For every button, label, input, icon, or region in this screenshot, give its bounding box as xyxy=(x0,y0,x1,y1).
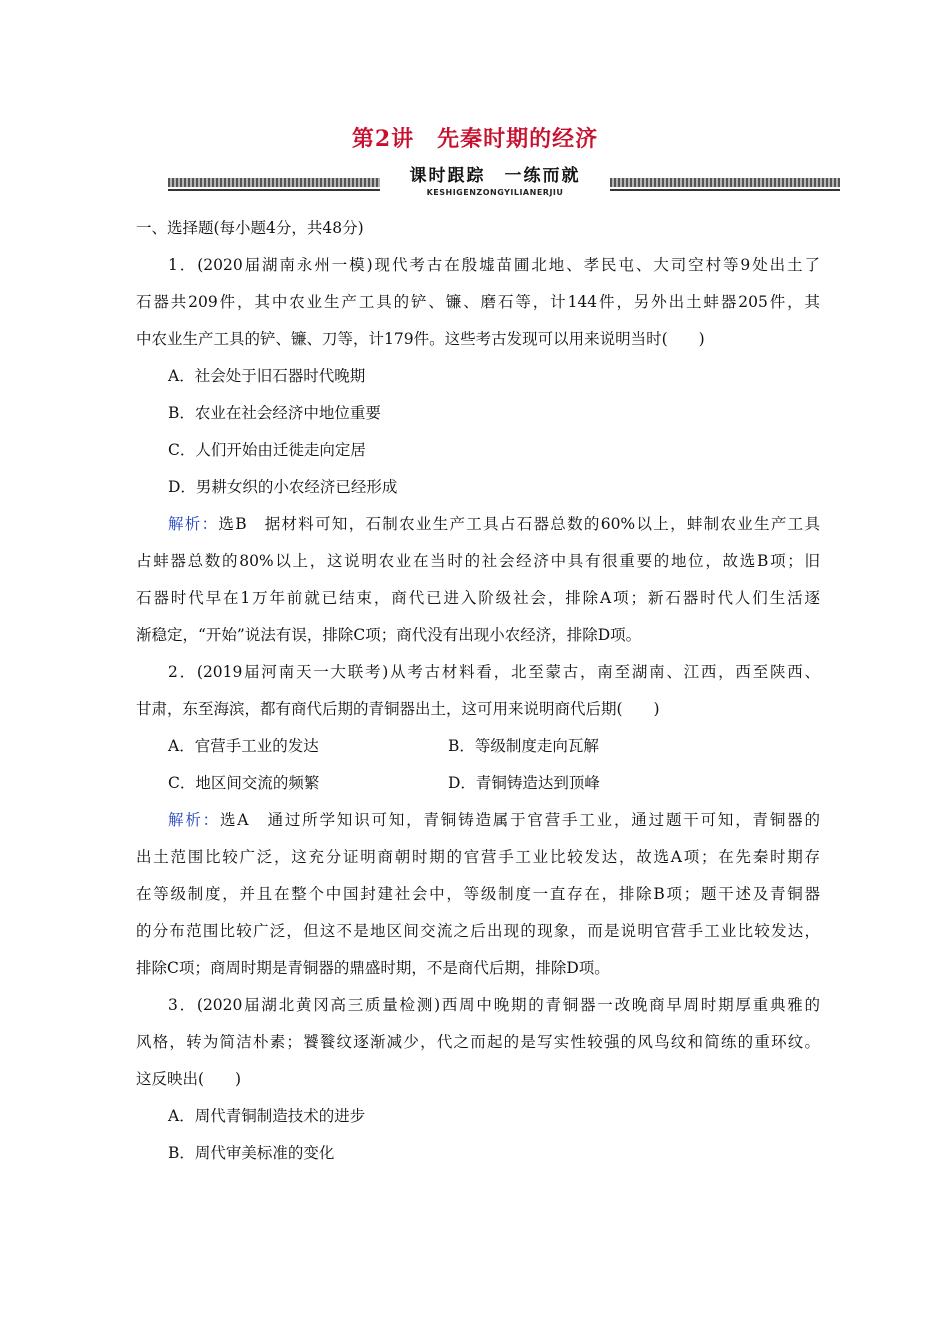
question-text-line: 中农业生产工具的铲、镰、刀等，计179件。这些考古发现可以用来说明当时( ) xyxy=(136,330,705,348)
option-b: B．等级制度走向瓦解 xyxy=(448,737,599,755)
question-2 xyxy=(136,654,820,987)
option-a: A．周代青铜制造技术的进步 xyxy=(168,1107,366,1125)
analysis-line: 石器时代早在1万年前就已结束，商代已进入阶级社会，排除A项；新石器时代人们生活逐 xyxy=(136,589,820,607)
page-title: 第2讲 先秦时期的经济 xyxy=(351,126,599,152)
banner-rule-left xyxy=(168,189,380,191)
banner-center xyxy=(380,165,610,198)
banner-band-right xyxy=(610,178,840,187)
document-body xyxy=(136,210,820,1172)
banner-band-left xyxy=(168,178,380,187)
analysis-line: 排除C项；商周时期是青铜器的鼎盛时期，不是商代后期，排除D项。 xyxy=(136,959,610,977)
analysis-label: 解析： xyxy=(168,811,220,829)
analysis-line: 的分布范围比较广泛，但这不是地区间交流之后出现的现象，而是说明官营手工业比较发达， xyxy=(136,922,820,940)
analysis-line: 占蚌器总数的80%以上，这说明农业在当时的社会经济中具有很重要的地位，故选B项；旧 xyxy=(136,552,820,570)
analysis-line: 出土范围比较广泛，这充分证明商朝时期的官营手工业比较发达，故选A项；在先秦时期存 xyxy=(136,848,820,866)
analysis-text: 选A 通过所学知识可知，青铜铸造属于官营手工业，通过题干可知，青铜器的 xyxy=(219,811,820,829)
option-c: C．地区间交流的频繁 xyxy=(168,774,320,792)
question-text-line: 甘肃，东至海滨，都有商代后期的青铜器出土，这可用来说明商代后期( ) xyxy=(136,700,660,718)
question-text-line: 3．(2020届湖北黄冈高三质量检测)西周中晚期的青铜器一改晚商早周时期厚重典雅的 xyxy=(168,996,820,1014)
question-3 xyxy=(136,987,820,1172)
option-row xyxy=(136,728,820,765)
option-b: B．农业在社会经济中地位重要 xyxy=(168,404,381,422)
section-banner xyxy=(168,165,840,201)
analysis-line xyxy=(136,802,820,839)
option-d: D．男耕女织的小农经济已经形成 xyxy=(168,478,398,496)
option-d: D．青铜铸造达到顶峰 xyxy=(448,774,600,792)
analysis-line: 渐稳定，“开始”说法有误，排除C项；商代没有出现小农经济，排除D项。 xyxy=(136,626,642,644)
section-heading: 一、选择题(每小题4分，共48分) xyxy=(136,219,364,237)
question-text-line: 石器共209件，其中农业生产工具的铲、镰、磨石等，计144件，另外出土蚌器205件，其 xyxy=(136,293,820,311)
option-c: C．人们开始由迁徙走向定居 xyxy=(168,441,366,459)
banner-main-text: 课时跟踪 一练而就 xyxy=(409,166,581,186)
option-a: A．社会处于旧石器时代晚期 xyxy=(168,367,366,385)
option-b: B．周代审美标准的变化 xyxy=(168,1144,335,1162)
analysis-line xyxy=(136,506,820,543)
option-row xyxy=(136,765,820,802)
banner-sub-text: KESHIGENZONGYILIANERJIU xyxy=(426,188,564,197)
analysis-text: 选B 据材料可知，石制农业生产工具占石器总数的60%以上，蚌制农业生产工具 xyxy=(218,515,820,533)
question-text-line: 风格，转为简洁朴素；饕餮纹逐渐减少，代之而起的是写实性较强的风鸟纹和简练的重环纹。 xyxy=(136,1033,820,1051)
question-text-line: 2．(2019届河南天一大联考)从考古材料看，北至蒙古，南至湖南、江西，西至陕西、 xyxy=(168,663,820,681)
question-1 xyxy=(136,247,820,654)
option-a: A．官营手工业的发达 xyxy=(168,737,319,755)
analysis-line: 在等级制度，并且在整个中国封建社会中，等级制度一直存在，排除B项；题干述及青铜器 xyxy=(136,885,820,903)
banner-rule-right xyxy=(610,189,840,191)
question-text-line: 1．(2020届湖南永州一模)现代考古在殷墟苗圃北地、孝民屯、大司空村等9处出土了 xyxy=(168,256,820,274)
question-text-line: 这反映出( ) xyxy=(136,1070,242,1088)
analysis-label: 解析： xyxy=(168,515,219,533)
